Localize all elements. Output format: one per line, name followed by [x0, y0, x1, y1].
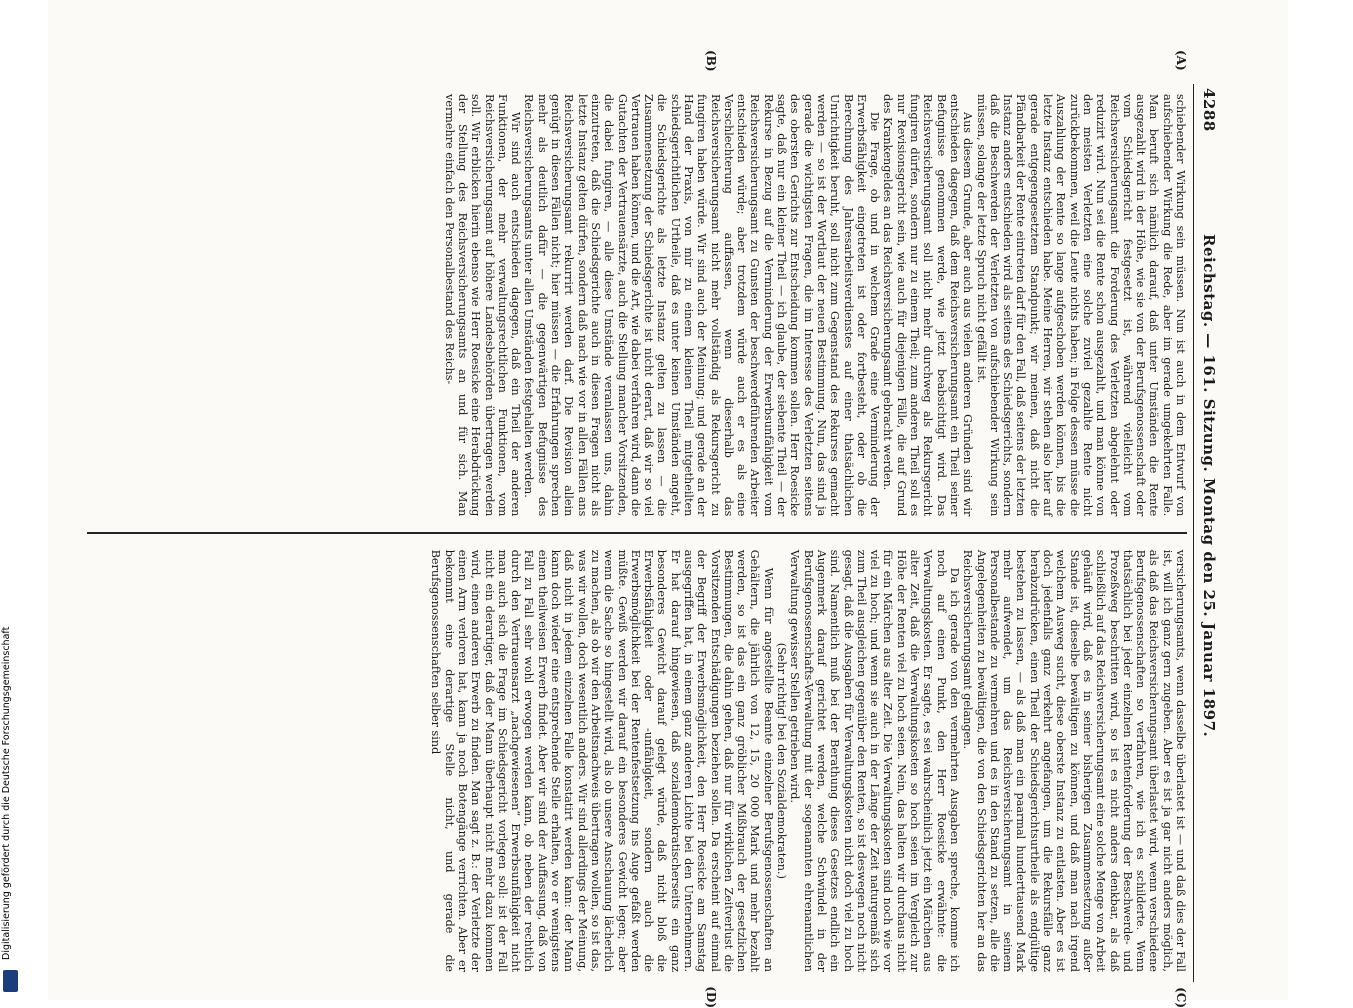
paragraph: Da ich gerade von den vermehrten Ausgaben spreche, komme ich noch auf einen Punkt, den Herr Roesicke erwähnte: die Verwaltungskosten. Er sagte, es sei wahrscheinlich jetzt ein Märchen aus alter Zeit, daß die Verwaltungskosten so hoch seien im Vergleich zur Höhe der Renten viel zu hoch seien. Nein, das halten wir durchaus nicht für ein Märchen aus alter Zeit. Die Verwaltungskosten sind noch wie vor viel zu hoch; und wenn sie auch in der Länge der Zeit naturgemäß sich zum Theil ausgleichen gegenüber den Renten, so ist deswegen noch nicht gesagt, daß die Ausgaben für Verwaltungskosten nicht doch viel zu hoch sind. Namentlich muß bei der Berathung dieses Gesetzes endlich ein Augenmerk darauf gerichtet werden, welche Schwindel in der Berufsgenossenschafts-Verwaltung mit der sogenannten ehrenamtlichen Verwaltung gewisser Stellen getrieben wird. — [788, 549, 961, 973]
paragraph: schiebender Wirkung sein müssen. Nun ist auch in dem Entwurf von aufschiebender Wirkung die Rede, aber im gerade umgekehrten Falle. Man beruft sich nämlich darauf, daß unter Umständen die Rente ausgezahlt wird in der Höhe, wie sie von der Berufsgenossenschaft oder vom Schiedsgericht festgesetzt ist, während vielleicht vom Reichsversicherungsamt die Forderung des Verletzten abgelehnt oder reduzirt wird. Nun sei die Rente schon ausgezahlt, und man könne von den meisten Verletzten eine solche zuviel gezahlte Rente nicht zurückbekommen, weil die Leute nichts haben; in Folge dessen müsse die Auszahlung der Rente so lange aufgeschoben werden können, bis die letzte Instanz entschieden habe. Meine Herren, wir stehen also hier auf gerade entgegengesetztem Standpunkt; wir meinen, daß nicht die Pfändbarkeit der Rente eintreten darf für den Fall, daß seitens der letzten Instanz anders entschieden wird als seitens des Schiedsgerichts, sondern daß die Beschwerden der Verletzten von aufschiebender Wirkung sein müssen, solange der letzte Spruch nicht gefällt ist. — [974, 94, 1187, 517]
margin-mark-a: (A) — [1174, 50, 1188, 71]
interjection: (Sehr richtig! bei den Sozialdemokraten.) — [775, 642, 789, 879]
paragraph: Wenn für angestellte Beamte einzelner Berufsgenossenschaften an Gehältern, die jährlich von 12, 15, 20 000 Mark und mehr bezahlt werden, so ist das ein ganz gröblicher Mißbrauch der gesetzlichen Bestimmungen, die dahin gehen, daß nur für wirklichen Zeitverlust die Vorsitzenden Entschädigungen beziehen sollen. Da erscheint auf einmal der Begriff der Erwerbsmöglichkeit, den Herr Roesicke am Samstag ausgegriffen hat, in einem ganz anderen Lichte bei den Unternehmern. Er hat darauf hingewiesen, daß sozialdemokratischerseits ein ganz besonderes Gewicht darauf gelegt würde, daß nicht bloß die Erwerbsfähigkeit oder -unfähigkeit, sondern auch die Erwerbsmöglichkeit bei der Rentenfestsetzung ins Auge gefaßt werden müßte. Gewiß werden wir darauf ein besonderes Gewicht legen; aber wenn die Sache so hingestellt wird, als ob unsere Anschauung lächerlich zu machen, als ob wir den Arbeitsnachweis übertragen wollen, so ist das, was wir wollen, doch wesentlich anders. Wir sind allerdings der Meinung, daß nicht in jedem einzelnen Falle konstatirt werden kann: der Mann kann doch wieder eine entsprechende Stelle erhalten, wo er wenigstens einen theilweisen Erwerb findet. Aber wir sind der Auffassung, daß von Fall zu Fall sehr wohl erwogen werden kann, ob neben der rechtlich durch den Vertrauensarzt „nachgewiesenen“ Erwerbsunfähigkeit nicht man auch sich die Frage im Schiedsgericht vorlegen soll: ist der Fall nicht ein derartiger, daß der Mann überhaupt nicht mehr dazu kommen wird, einen anderen Erwerb zu finden. Man sagt z. B.: der Verletzte der einen Arm verloren hat, kann ja noch Botengänge verrichten. Aber er bekommt eine derartige Stelle nicht, und gerade die Berufsgenossenschaften selber sind — [429, 549, 775, 973]
page-header — [1193, 84, 1220, 982]
paragraph: Wir sind auch entschieden dagegen, daß ein Theil der anderen Funktionen, der mehr verwaltungsrechtlichen Funktionen, vom Reichsversicherungsamt auf höhere Landesbehörden übertragen werden soll. Wir erblicken hierin ebenso wie Herr Roesicke eine Herabdrückung der Stellung des Reichsversicherungsamts an und für sich. Man vermehre einfach den Personalbestand des Reichs- — [442, 94, 523, 517]
margin-mark-b: (B) — [704, 50, 718, 72]
document-page — [48, 0, 1288, 1008]
page-number: 4288 — [1200, 88, 1218, 132]
attribution-strip — [0, 0, 22, 1000]
paragraph: Aus diesem Grunde, aber auch aus vielen anderen Gründen sind wir entschieden dagegen, daß dem Reichsversicherungsamt ein Theil seiner Befugnisse genommen werde, wie jetzt beabsichtigt wird. Das Reichsversicherungsamt soll nicht mehr durchweg als Rekursgericht fungiren dürfen, sondern nur zu einem Theil; zum anderen Theil soll es nur Revisionsgericht sein, wie auch für diejenigen Fälle, die auf Grund des Krankengeldes an das Reichsversicherungsamt gebracht werden. — [881, 94, 975, 517]
dfg-logo-icon — [3, 970, 18, 992]
attribution-text: Digitalisierung gefördert durch die Deutsche Forschungsgemeinschaft — [1, 626, 12, 960]
column-divider — [87, 532, 1187, 533]
right-column — [87, 540, 1188, 1008]
running-title: Reichstag. — 161. Sitzung. Montag den 25. Januar 1897. — [1200, 234, 1218, 738]
margin-mark-d: (D) — [704, 986, 718, 1008]
text-columns — [87, 50, 1188, 1008]
paragraph: versicherungsamts, wenn dasselbe überlastet ist — und daß dies der Fall ist, will ich ganz gern zugeben. Aber es ist ja gar nicht anders möglich, als daß das Reichsversicherungsamt überlastet wird, wenn verschiedene Berufsgenossenschaften so verfahren, wie ich es schilderte. Wenn thatsächlich bei jeder einzelnen Rentenforderung der Beschwerde- und Prozeßweg beschritten wird, so ist es nicht anders denkbar, als daß schließlich auf das Reichsversicherungsamt eine solche Menge von Arbeit gehäuft wird, daß es in seiner bisherigen Zusammensetzung außer Stande ist, dieselbe bewältigen zu können, und daß man nach irgend welchem Ausweg sucht, diese oberste Instanz zu entlasten. Aber es ist doch jedenfalls ganz verkehrt angefangen, um die Rekursfälle ganz herabzudrücken, einen Theil der Schiedsgerichtsurtheile als endgültige bestehen zu lassen, — als daß man ein paarmal hunderttausend Mark mehr aufwendet, um das Reichsversicherungsamt in seinem Personalbestande zu vermehren und es in den Stand zu setzen, alle die Angelegenheiten zu bewältigen, die von den Schiedsgerichten her an das Reichsversicherungsamt gelangen. — [961, 549, 1187, 973]
margin-mark-c: (C) — [1174, 987, 1188, 1008]
left-column — [87, 50, 1188, 526]
paragraph: Die Frage, ob und in welchem Grade eine Verminderung der Erwerbsfähigkeit eingetreten ist oder fortbesteht, oder ob die Berechnung des Jahresarbeitsverdienstes auf einer thatsächlichen Unrichtigkeit beruht, soll nicht zum Gegenstand des Rekurses gemacht werden — so ist der Wortlaut der neuen Bestimmung. Nun, das sind ja gerade die wichtigsten Fragen, die im Interesse des Verletzten seitens des obersten Gerichts zur Entscheidung kommen sollen. Herr Roesicke sagte, daß nur ein kleiner Theil — ich glaube, der siebente Theil — der Rekurse in Bezug auf die Verminderung der Erwerbsunfähigkeit vom Reichsversicherungsamt zu Gunsten der beschwerdeführenden Arbeiter entschieden würde; aber trotzdem würde auch er es als eine Verschlechterung auffassen, wenn dieserhalb das Reichsversicherungsamt nicht mehr vollständig als Rekursgericht zu fungiren haben würde. Wir sind auch der Meinung; und gerade an der Hand der Praxis, von mir zu einem kleinen Theil mitgetheilten schiedsgerichtlichen Urtheile, daß es unter keinen Umständen angeht, die Schiedsgerichte als letzte Instanz gelten zu lassen — die Zusammensetzung der Schiedsgerichte ist nicht derart, daß wir so viel Vertrauen haben können, und die Art, wie dabei verfahren wird, dann die Gutachten der Vertrauensärzte, auch die Stellung mancher Vorsitzenden, die dabei fungiren, — alle diese Umstände veranlassen uns, dahin einzutreten, daß die Schiedsgerichte auch in diesen Fragen nicht als letzte Instanz gelten dürfen, sondern daß nach wie vor in allen Fällen ans Reichsversicherungsamt rekurrirt werden darf. Die Revision allein genügt in diesen Fällen nicht; hier müssen — die Erfahrungen sprechen mehr als deutlich dafür — die gegenwärtigen Befugnisse des Reichsversicherungsamts unter allen Umständen festgehalten werden. — [522, 94, 882, 517]
